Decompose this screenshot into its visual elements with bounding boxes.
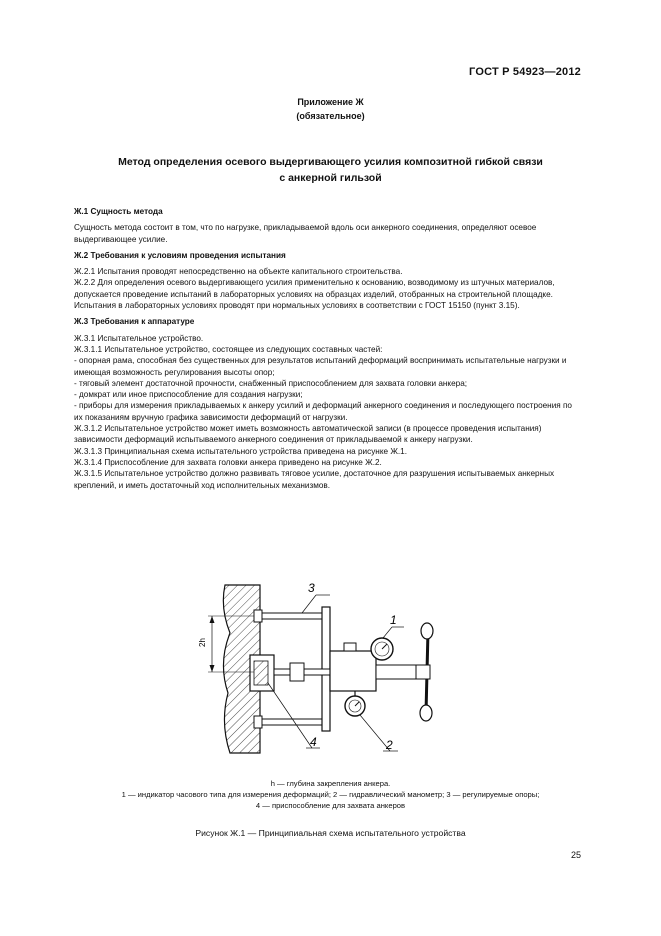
jack-body [330,651,376,691]
handwheel-top [421,623,433,639]
section-1-title: Ж.1 Сущность метода [74,207,163,216]
body-text [74,201,582,491]
figure-legend [0,778,661,811]
dimension-label: 2h [198,638,207,647]
section-1-paragraph: Сущность метода состоит в том, что по нагрузке, прикладываемой вдоль оси анкерного соединения, определяют осевое выдергивающее усилие. [74,223,537,244]
appendix-heading [0,95,661,123]
figure-caption: Рисунок Ж.1 — Принципиальная схема испытательного устройства [195,828,466,838]
handwheel-bottom [420,705,432,721]
section-3-title: Ж.3 Требования к аппаратуре [74,317,195,327]
label-1: 1 [390,613,397,627]
section-3-item-1: - опорная рама, способная без существенных для результатов испытаний деформаций воспринимать испытательные нагрузки и имеющая возможность регулирования высоты опор; [74,356,567,377]
section-2-paragraph-3: Испытания в лабораторных условиях проводят при нормальных условиях в соответствии с ГОСТ 15150 (пункт 3.15). [74,301,520,311]
section-3-paragraph-1: Ж.3.1 Испытательное устройство. [74,333,204,343]
section-3-paragraph-3: Ж.3.1.2 Испытательное устройство может иметь возможность автоматической записи (в процессе проведения испытания) зависимости деформаций испытываемого анкерного соединения от прикладываемой к анкеру нагрузки. [74,424,542,445]
section-3-paragraph-5: Ж.3.1.4 Приспособление для захвата головки анкера приведено на рисунке Ж.2. [74,457,382,467]
test-device-schematic [190,573,450,763]
label-2: 2 [386,738,393,752]
appendix-status: (обязательное) [296,111,365,121]
support-rod-bottom [260,719,322,725]
appendix-title: Приложение Ж [297,97,364,107]
legend-line-2: 1 — индикатор часового типа для измерения деформаций; 2 — гидравлический манометр; 3 — регулируемые опоры; [121,790,540,799]
standard-header: ГОСТ Р 54923—2012 [469,66,581,78]
page-number: 25 [570,850,581,860]
label-4: 4 [310,735,317,749]
section-2-title: Ж.2 Требования к условиям проведения испытания [74,250,286,260]
legend-line-3: 4 — приспособление для захвата анкеров [255,801,406,810]
section-3-item-2: - тяговый элемент достаточной прочности, снабженный приспособлением для захвата головки анкера; [74,378,468,388]
section-3-item-3: - домкрат или иное приспособление для создания нагрузки; [74,390,303,400]
section-3-paragraph-4: Ж.3.1.3 Принципиальная схема испытательного устройства приведена на рисунке Ж.1. [74,446,407,456]
section-3-paragraph-2: Ж.3.1.1 Испытательное устройство, состоящее из следующих составных частей: [74,344,383,354]
document-title-line1: Метод определения осевого выдергивающего усилия композитной гибкой связи [118,156,543,168]
legend-line-1: h — глубина закрепления анкера. [270,779,391,788]
section-3-item-4: - приборы для измерения прикладываемых к анкеру усилий и деформаций анкерного соединения и последующего построения по их показаниям вручную графика зависимости деформаций от нагрузки. [74,401,572,422]
document-title-line2: с анкерной гильзой [279,172,382,184]
section-3-paragraph-6: Ж.3.1.5 Испытательное устройство должно развивать тяговое усилие, достаточное для разрушения испытываемых анкерных креплений, и иметь достаточный ход исполнительных механизмов. [74,469,555,490]
section-2-paragraph-1: Ж.2.1 Испытания проводят непосредственно на объекте капитального строительства. [74,267,403,277]
section-2-paragraph-2: Ж.2.2 Для определения осевого выдергивающего усилия применительно к основанию, возводимому из штучных материалов, допускается проведение испытаний в лабораторных условиях на образцах изделий, отобранных на строительной площадке. [74,278,555,299]
label-3: 3 [308,581,315,595]
support-rod-top [260,613,322,619]
document-title [0,154,661,186]
